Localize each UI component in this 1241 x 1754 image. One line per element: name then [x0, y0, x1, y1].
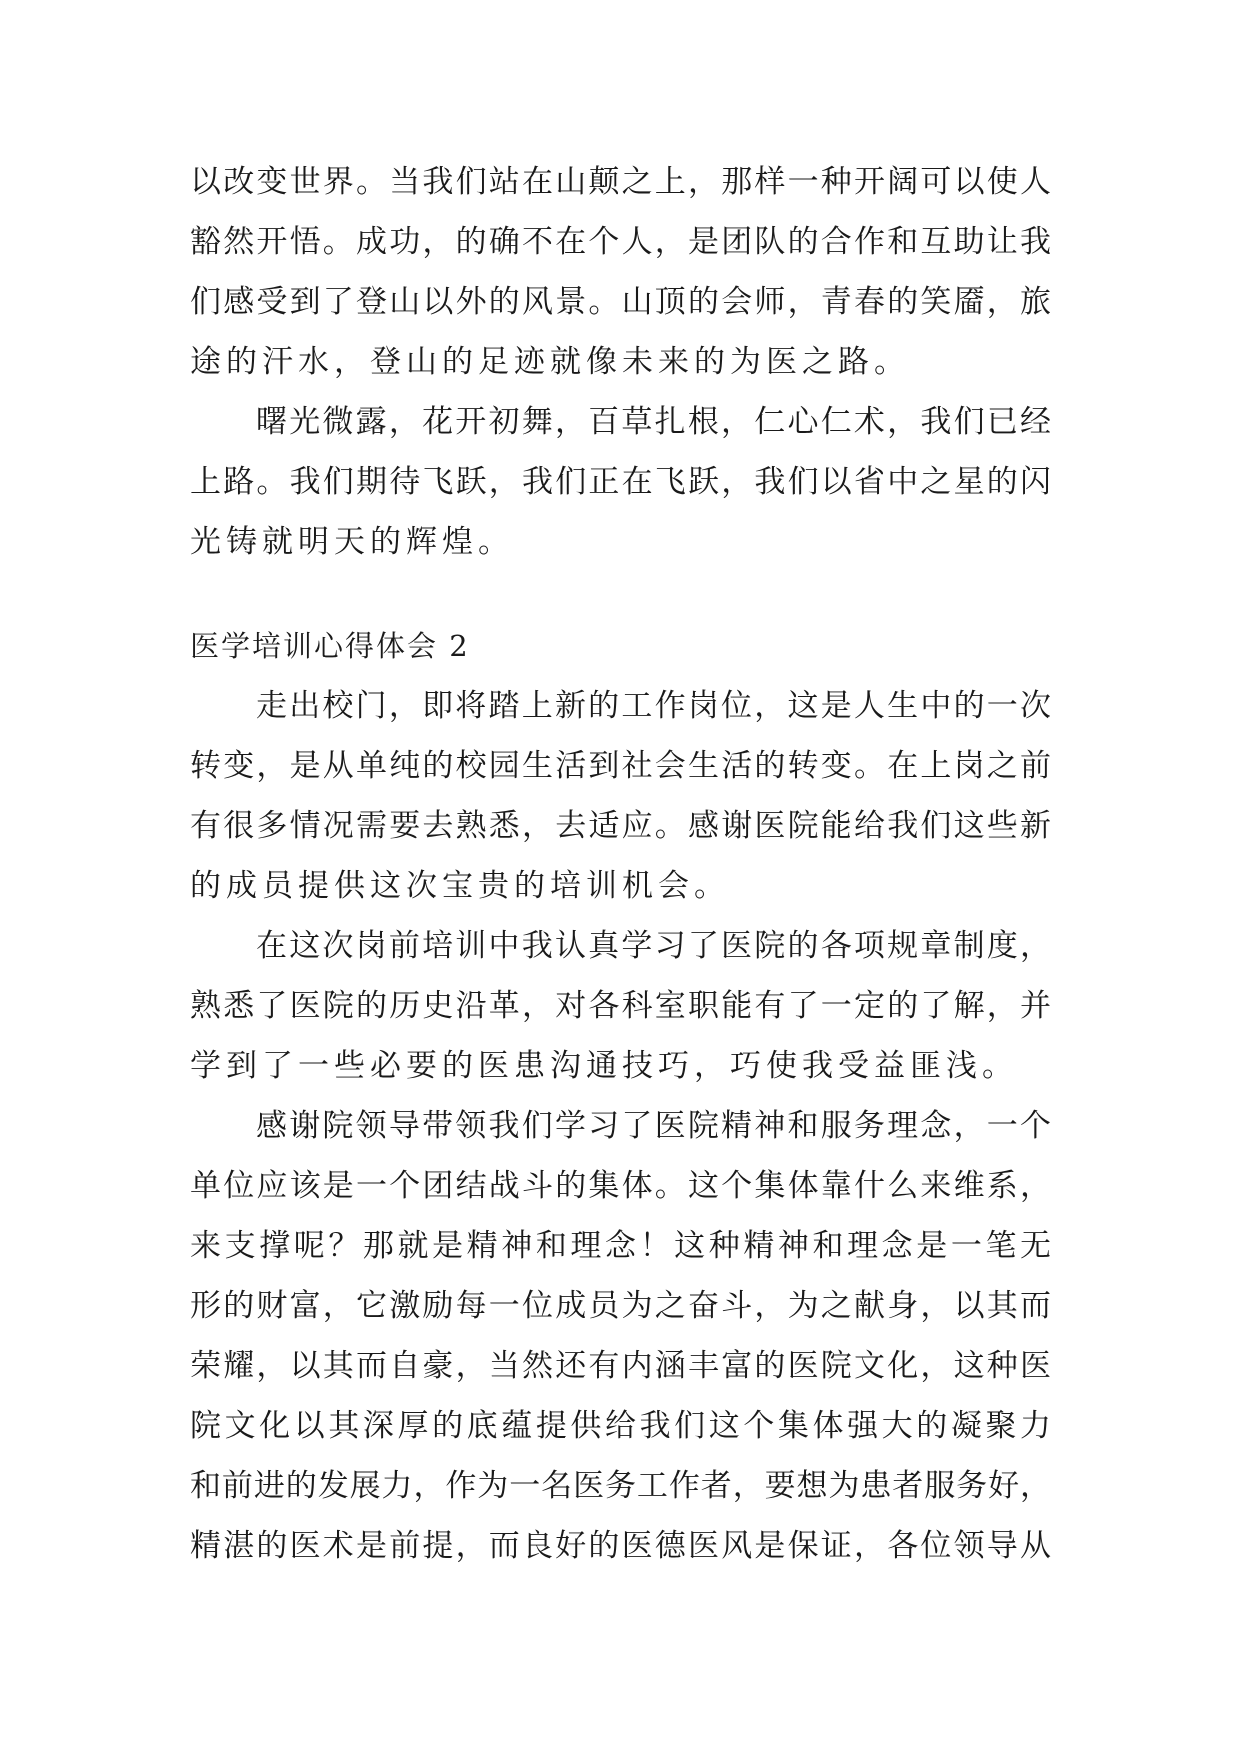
- text-line: 有很多情况需要去熟悉，去适应。感谢医院能给我们这些新: [190, 808, 1051, 844]
- text-line: 感谢院领导带领我们学习了医院精神和服务理念，一个: [256, 1108, 1051, 1144]
- text-line: 曙光微露，花开初舞，百草扎根，仁心仁术，我们已经: [256, 404, 1051, 440]
- text-line: 上路。我们期待飞跃，我们正在飞跃，我们以省中之星的闪: [190, 464, 1051, 500]
- text-line: 豁然开悟。成功，的确不在个人，是团队的合作和互助让我: [190, 224, 1051, 260]
- text-line: 学到了一些必要的医患沟通技巧，巧使我受益匪浅。: [190, 1048, 1018, 1084]
- text-line: 的成员提供这次宝贵的培训机会。: [190, 868, 730, 904]
- text-line: 熟悉了医院的历史沿革，对各科室职能有了一定的了解，并: [190, 988, 1051, 1024]
- text-line: 走出校门，即将踏上新的工作岗位，这是人生中的一次: [256, 688, 1051, 724]
- text-line: 荣耀，以其而自豪，当然还有内涵丰富的医院文化，这种医: [190, 1348, 1051, 1384]
- text-line: 和前进的发展力，作为一名医务工作者，要想为患者服务好，: [190, 1468, 1051, 1504]
- text-line: 在这次岗前培训中我认真学习了医院的各项规章制度，: [256, 928, 1051, 964]
- text-line: 们感受到了登山以外的风景。山顶的会师，青春的笑靥，旅: [190, 284, 1051, 320]
- text-line: 单位应该是一个团结战斗的集体。这个集体靠什么来维系，: [190, 1168, 1051, 1204]
- text-line: 来支撑呢？那就是精神和理念！这种精神和理念是一笔无: [190, 1228, 1051, 1264]
- text-line: 精湛的医术是前提，而良好的医德医风是保证，各位领导从: [190, 1528, 1051, 1564]
- text-line: 形的财富，它激励每一位成员为之奋斗，为之献身，以其而: [190, 1288, 1051, 1324]
- text-line: 途的汗水，登山的足迹就像未来的为医之路。: [190, 344, 910, 380]
- text-line: 转变，是从单纯的校园生活到社会生活的转变。在上岗之前: [190, 748, 1051, 784]
- section-title: 医学培训心得体会 2: [190, 629, 470, 663]
- text-line: 以改变世界。当我们站在山颠之上，那样一种开阔可以使人: [190, 164, 1051, 200]
- text-line: 院文化以其深厚的底蕴提供给我们这个集体强大的凝聚力: [190, 1408, 1051, 1444]
- text-line: 光铸就明天的辉煌。: [190, 524, 514, 560]
